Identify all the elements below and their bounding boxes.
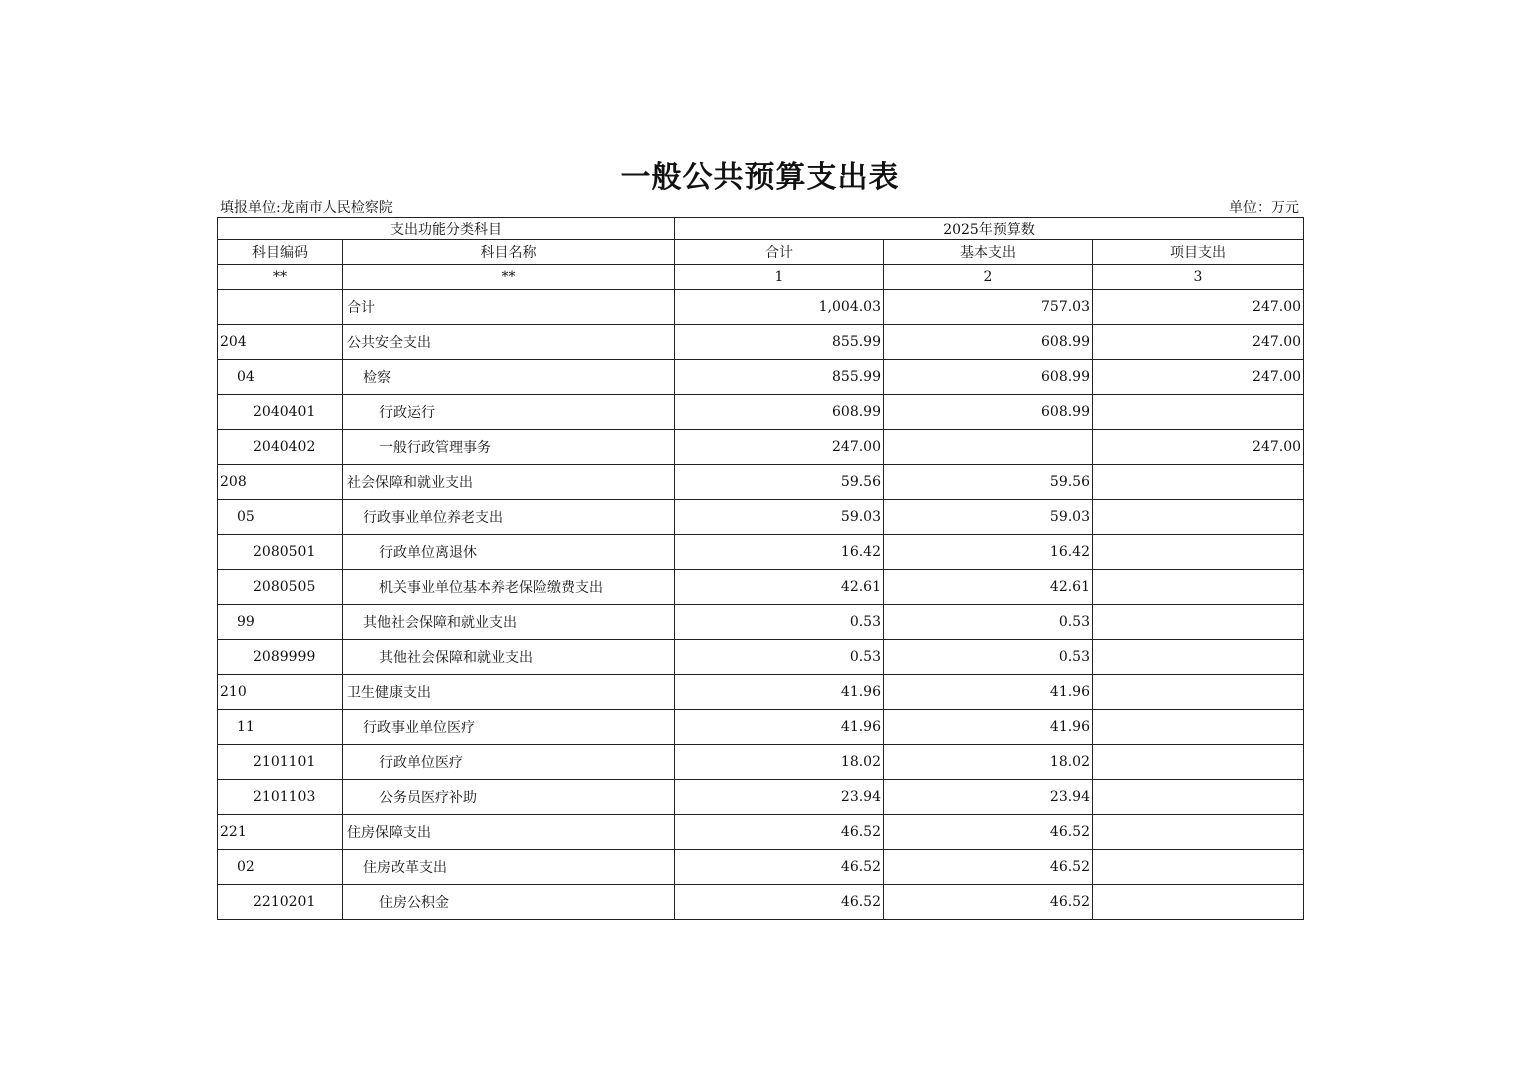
budget-table: [217, 217, 1304, 920]
row-project-cell: [1093, 675, 1304, 710]
table-row: [218, 290, 1304, 325]
row-total-cell: 23.94: [675, 780, 884, 815]
row-project-cell: [1093, 640, 1304, 675]
row-project-cell: [1093, 395, 1304, 430]
row-basic-cell: 608.99: [884, 325, 1093, 360]
row-code-cell: 05: [218, 500, 343, 535]
row-name-cell: 其他社会保障和就业支出: [343, 640, 675, 675]
row-name-cell: 卫生健康支出: [343, 675, 675, 710]
row-basic-cell: 16.42: [884, 535, 1093, 570]
row-basic-cell: 41.96: [884, 675, 1093, 710]
row-code-cell: 2089999: [218, 640, 343, 675]
row-basic-cell: 46.52: [884, 885, 1093, 920]
row-project-cell: [1093, 780, 1304, 815]
table-row: [218, 745, 1304, 780]
row-name-cell: 社会保障和就业支出: [343, 465, 675, 500]
table-row: [218, 325, 1304, 360]
row-total-cell: 41.96: [675, 675, 884, 710]
table-row: [218, 885, 1304, 920]
header-group-row: [218, 218, 1304, 240]
row-code-cell: 2040401: [218, 395, 343, 430]
row-total-cell: 608.99: [675, 395, 884, 430]
row-code-cell: 208: [218, 465, 343, 500]
table-row: [218, 640, 1304, 675]
row-total-cell: 59.03: [675, 500, 884, 535]
row-basic-cell: 757.03: [884, 290, 1093, 325]
header-code: 科目编码: [218, 240, 343, 265]
table-row: [218, 535, 1304, 570]
row-code-cell: 11: [218, 710, 343, 745]
row-code-cell: 204: [218, 325, 343, 360]
row-total-cell: 41.96: [675, 710, 884, 745]
row-basic-cell: 46.52: [884, 850, 1093, 885]
row-name-cell: 住房保障支出: [343, 815, 675, 850]
page-title: 一般公共预算支出表: [620, 160, 900, 195]
row-total-cell: 16.42: [675, 535, 884, 570]
row-name-cell: 一般行政管理事务: [343, 430, 675, 465]
row-name-cell: 行政事业单位医疗: [343, 710, 675, 745]
row-code-cell: 210: [218, 675, 343, 710]
row-total-cell: 59.56: [675, 465, 884, 500]
row-name-cell: 机关事业单位基本养老保险缴费支出: [343, 570, 675, 605]
row-basic-cell: 0.53: [884, 605, 1093, 640]
row-total-cell: 0.53: [675, 640, 884, 675]
row-project-cell: [1093, 465, 1304, 500]
row-project-cell: [1093, 745, 1304, 780]
table-row: [218, 395, 1304, 430]
header-index-code: **: [218, 265, 343, 290]
header-name: 科目名称: [343, 240, 675, 265]
row-basic-cell: 41.96: [884, 710, 1093, 745]
row-code-cell: 99: [218, 605, 343, 640]
header-group-right: 2025年预算数: [675, 218, 1304, 240]
header-column-row: [218, 240, 1304, 265]
row-total-cell: 855.99: [675, 325, 884, 360]
row-total-cell: 247.00: [675, 430, 884, 465]
header-basic: 基本支出: [884, 240, 1093, 265]
row-name-cell: 行政单位医疗: [343, 745, 675, 780]
row-code-cell: 221: [218, 815, 343, 850]
row-name-cell: 行政事业单位养老支出: [343, 500, 675, 535]
row-project-cell: [1093, 710, 1304, 745]
header-group-left: 支出功能分类科目: [218, 218, 675, 240]
row-code-cell: 2101103: [218, 780, 343, 815]
row-name-cell: 行政单位离退休: [343, 535, 675, 570]
row-basic-cell: 59.03: [884, 500, 1093, 535]
row-basic-cell: 608.99: [884, 395, 1093, 430]
row-total-cell: 46.52: [675, 850, 884, 885]
header-index-project: 3: [1093, 265, 1304, 290]
table-row: [218, 465, 1304, 500]
table-row: [218, 605, 1304, 640]
header-index-basic: 2: [884, 265, 1093, 290]
row-code-cell: 04: [218, 360, 343, 395]
row-code-cell: 2210201: [218, 885, 343, 920]
header-index-row: [218, 265, 1304, 290]
row-basic-cell: 59.56: [884, 465, 1093, 500]
row-project-cell: [1093, 500, 1304, 535]
row-code-cell: 02: [218, 850, 343, 885]
table-row: [218, 430, 1304, 465]
row-code-cell: 2080501: [218, 535, 343, 570]
row-basic-cell: 46.52: [884, 815, 1093, 850]
row-basic-cell: 42.61: [884, 570, 1093, 605]
row-code-cell: [218, 290, 343, 325]
table-row: [218, 780, 1304, 815]
row-project-cell: 247.00: [1093, 290, 1304, 325]
table-row: [218, 710, 1304, 745]
row-name-cell: 合计: [343, 290, 675, 325]
table-row: [218, 360, 1304, 395]
row-name-cell: 行政运行: [343, 395, 675, 430]
row-name-cell: 住房改革支出: [343, 850, 675, 885]
row-total-cell: 42.61: [675, 570, 884, 605]
row-project-cell: [1093, 815, 1304, 850]
row-name-cell: 公务员医疗补助: [343, 780, 675, 815]
row-total-cell: 18.02: [675, 745, 884, 780]
row-total-cell: 46.52: [675, 815, 884, 850]
row-basic-cell: 23.94: [884, 780, 1093, 815]
row-name-cell: 其他社会保障和就业支出: [343, 605, 675, 640]
row-project-cell: [1093, 570, 1304, 605]
reporting-unit: 填报单位:龙南市人民检察院: [220, 200, 393, 216]
row-basic-cell: 18.02: [884, 745, 1093, 780]
row-total-cell: 1,004.03: [675, 290, 884, 325]
row-total-cell: 855.99: [675, 360, 884, 395]
row-name-cell: 检察: [343, 360, 675, 395]
row-code-cell: 2101101: [218, 745, 343, 780]
row-name-cell: 住房公积金: [343, 885, 675, 920]
row-name-cell: 公共安全支出: [343, 325, 675, 360]
table-row: [218, 570, 1304, 605]
row-basic-cell: 0.53: [884, 640, 1093, 675]
row-project-cell: 247.00: [1093, 430, 1304, 465]
header-project: 项目支出: [1093, 240, 1304, 265]
row-project-cell: 247.00: [1093, 325, 1304, 360]
header-index-name: **: [343, 265, 675, 290]
row-total-cell: 0.53: [675, 605, 884, 640]
table-row: [218, 500, 1304, 535]
row-project-cell: [1093, 850, 1304, 885]
row-project-cell: [1093, 535, 1304, 570]
table-row: [218, 675, 1304, 710]
row-total-cell: 46.52: [675, 885, 884, 920]
row-project-cell: [1093, 885, 1304, 920]
header-index-total: 1: [675, 265, 884, 290]
row-code-cell: 2080505: [218, 570, 343, 605]
row-project-cell: 247.00: [1093, 360, 1304, 395]
header-total: 合计: [675, 240, 884, 265]
table-row: [218, 850, 1304, 885]
currency-unit: 单位：万元: [1229, 200, 1299, 216]
table-row: [218, 815, 1304, 850]
row-code-cell: 2040402: [218, 430, 343, 465]
row-project-cell: [1093, 605, 1304, 640]
table-body: [218, 290, 1304, 920]
row-basic-cell: 608.99: [884, 360, 1093, 395]
row-basic-cell: [884, 430, 1093, 465]
